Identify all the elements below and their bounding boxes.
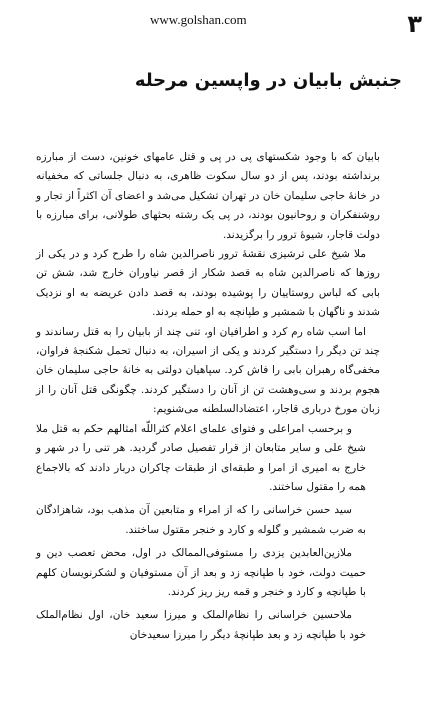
chapter-title: جنبش بابیان در واپسین مرحله xyxy=(134,70,402,91)
quoted-paragraph: سید حسن خراسانی را که از امراء و متابعین آن مذهب بود، شاهزادگان به ضرب شمشیر و گلوله و کارد و خنجر مقتول ساختند. xyxy=(36,504,366,536)
page-header xyxy=(0,10,432,40)
quoted-paragraph: ملاحسین خراسانی را نظام‌الملک و میرزا سعید خان، اول نظام‌الملک خود با طپانچه زد و بعد طپانچهٔ دیگر را میرزا سعیدخان xyxy=(36,609,366,641)
site-url: www.golshan.com xyxy=(150,12,247,27)
quoted-paragraph: ملازین‌العابدین یزدی را مستوفی‌الممالک در اول، محض تعصب دین و حمیت دولت، خود با طپانچه زد و بعد از آن مستوفیان و لشکرنویسان کلهم با طپانچه و کارد و خنجر و قمه ریز ریز کردند. xyxy=(36,547,366,598)
paragraph: بابیان که با وجود شکستهای پی در پی و قتل عامهای خونین، دست از مبارزه برنداشته بودند، پس از دو سال سکوت ظاهری، به دنبال جلساتی که مخفیانه در خانهٔ حاجی سلیمان خان در تهران تشکیل می‌شد و اعضای آن اکثراً از تجار و روشنفکران و روحانیون بودند، در پی یک رشته بحثهای طولانی، برای مبارزه با دولت قاجار، شیوهٔ ترور را برگزیدند. xyxy=(36,151,380,241)
body-text xyxy=(36,148,380,645)
page-number: ۳ xyxy=(407,10,422,38)
quoted-paragraph: و برحسب امراعلی و فتوای علمای اعلام کثراللّه امثالهم حکم به قتل ملا شیخ علی و سایر متابعان از قرار تفصیل صادر گردید. هر تنی را در شهر و خارج به امیری از امرا و طبقه‌ای از طبقات چاکران دربار دادند که بالاجماع همه را مقتول ساختند. xyxy=(36,422,366,493)
paragraph: اما اسب شاه رم کرد و اطرافیان او، تنی چند از بابیان را به قتل رساندند و چند تن دیگر را دستگیر کردند و یکی از اسیران، به دنبال تحمل شکنجهٔ فراوان، مخفی‌گاه رهبران بابی را فاش کرد. سپاهیان دولتی به خانهٔ حاجی سلیمان خان هجوم بردند و سی‌وهشت تن از آنان را دستگیر کردند. چگونگی قتل آنان را از زبان مورخ درباری قاجار، اعتضادالسلطنه می‌شنویم: xyxy=(36,325,380,416)
paragraph: ملا شیخ علی ترشیزی نقشهٔ ترور ناصرالدین شاه را طرح کرد و در یکی از روزها که ناصرالدین شاه به قصد شکار از قصر نیاوران خارج شد، شش تن بابی که لباس روستاییان را پوشیده بودند، به قصد دادن عریضه به او نزدیک شدند و ناگهان با شمشیر و طپانچه به او حمله بردند. xyxy=(36,248,380,319)
